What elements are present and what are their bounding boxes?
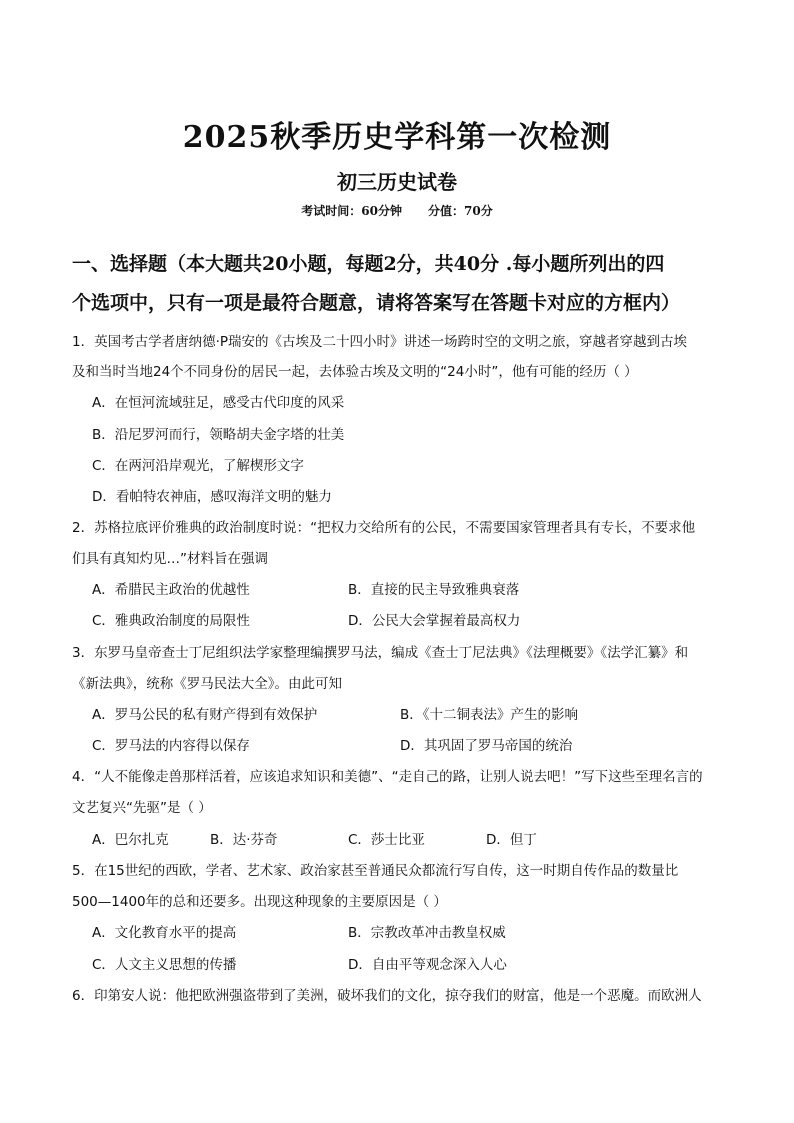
question-1-option-c: C．在两河沿岸观光，了解楔形文字 xyxy=(92,458,304,474)
question-5-line1: 5．在15世纪的西欧，学者、艺术家、政治家甚至普通民众都流行写自传，这一时期自传作品的数量比 xyxy=(72,863,679,879)
exam-info xyxy=(0,202,794,220)
question-3-option-d: D．其巩固了罗马帝国的统治 xyxy=(400,738,573,754)
question-4-option-d: D．但丁 xyxy=(486,832,537,848)
question-6-line1: 6．印第安人说：他把欧洲强盗带到了美洲，破坏我们的文化，掠夺我们的财富，他是一个恶魔。而欧洲人 xyxy=(72,988,702,1004)
question-5-option-c: C．人文主义思想的传播 xyxy=(92,957,237,973)
question-3-option-b: B．《十二铜表法》产生的影响 xyxy=(400,707,579,723)
question-5-option-b: B．宗教改革冲击教皇权威 xyxy=(348,925,506,941)
exam-score: 分值：70分 xyxy=(428,204,493,218)
question-1-option-d: D．看帕特农神庙，感叹海洋文明的魅力 xyxy=(92,489,332,505)
question-3-option-a: A．罗马公民的私有财产得到有效保护 xyxy=(92,707,318,723)
question-5-option-d: D．自由平等观念深入人心 xyxy=(348,957,507,973)
page-title: 2025秋季历史学科第一次检测 xyxy=(182,120,612,155)
question-4-option-c: C．莎士比亚 xyxy=(348,832,425,848)
question-5-option-a: A．文化教育水平的提高 xyxy=(92,925,237,941)
section-heading-line2: 个选项中，只有一项是最符合题意，请将答案写在答题卡对应的方框内） xyxy=(72,292,681,314)
question-1-option-b: B．沿尼罗河而行，领略胡夫金字塔的壮美 xyxy=(92,427,345,443)
question-2-line2: 们具有真知灼见…”材料旨在强调 xyxy=(72,551,268,567)
question-3-line1: 3．东罗马皇帝查士丁尼组织法学家整理编撰罗马法，编成《查士丁尼法典》《法理概要》《法学汇纂》和 xyxy=(72,645,689,661)
question-5-line2: 500—1400年的总和还要多。出现这种现象的主要原因是（ ） xyxy=(72,894,447,910)
section-heading-line1: 一、选择题（本大题共20小题，每题2分，共40分 .每小题所列出的四 xyxy=(72,253,665,275)
question-2-option-a: A．希腊民主政治的优越性 xyxy=(92,582,250,598)
question-4-option-a: A．巴尔扎克 xyxy=(92,832,169,848)
question-1-line1: 1．英国考古学者唐纳德·P瑞安的《古埃及二十四小时》讲述一场跨时空的文明之旅，穿越者穿越到古埃 xyxy=(72,334,688,350)
question-3-line2: 《新法典》，统称《罗马民法大全》。由此可知 xyxy=(72,676,342,692)
question-4-option-b: B．达·芬奇 xyxy=(210,832,278,848)
exam-time: 考试时间：60分钟 xyxy=(301,204,402,218)
question-1-line2: 及和当时当地24个不同身份的居民一起，去体验古埃及文明的“24小时”，他有可能的经历（ ） xyxy=(72,364,638,380)
question-2-option-c: C．雅典政治制度的局限性 xyxy=(92,613,250,629)
question-2-option-b: B．直接的民主导致雅典衰落 xyxy=(348,582,520,598)
question-4-line1: 4．“人不能像走兽那样活着，应该追求知识和美德”、“走自己的路，让别人说去吧！”写下这些至理名言的 xyxy=(72,769,703,785)
question-4-line2: 文艺复兴“先驱”是（ ） xyxy=(72,800,212,816)
question-3-option-c: C．罗马法的内容得以保存 xyxy=(92,738,250,754)
question-2-option-d: D．公民大会掌握着最高权力 xyxy=(348,613,521,629)
question-1-option-a: A．在恒河流域驻足，感受古代印度的风采 xyxy=(92,395,345,411)
question-2-line1: 2．苏格拉底评价雅典的政治制度时说：“把权力交给所有的公民，不需要国家管理者具有专长，不要求他 xyxy=(72,520,696,536)
page-subtitle: 初三历史试卷 xyxy=(337,170,457,194)
